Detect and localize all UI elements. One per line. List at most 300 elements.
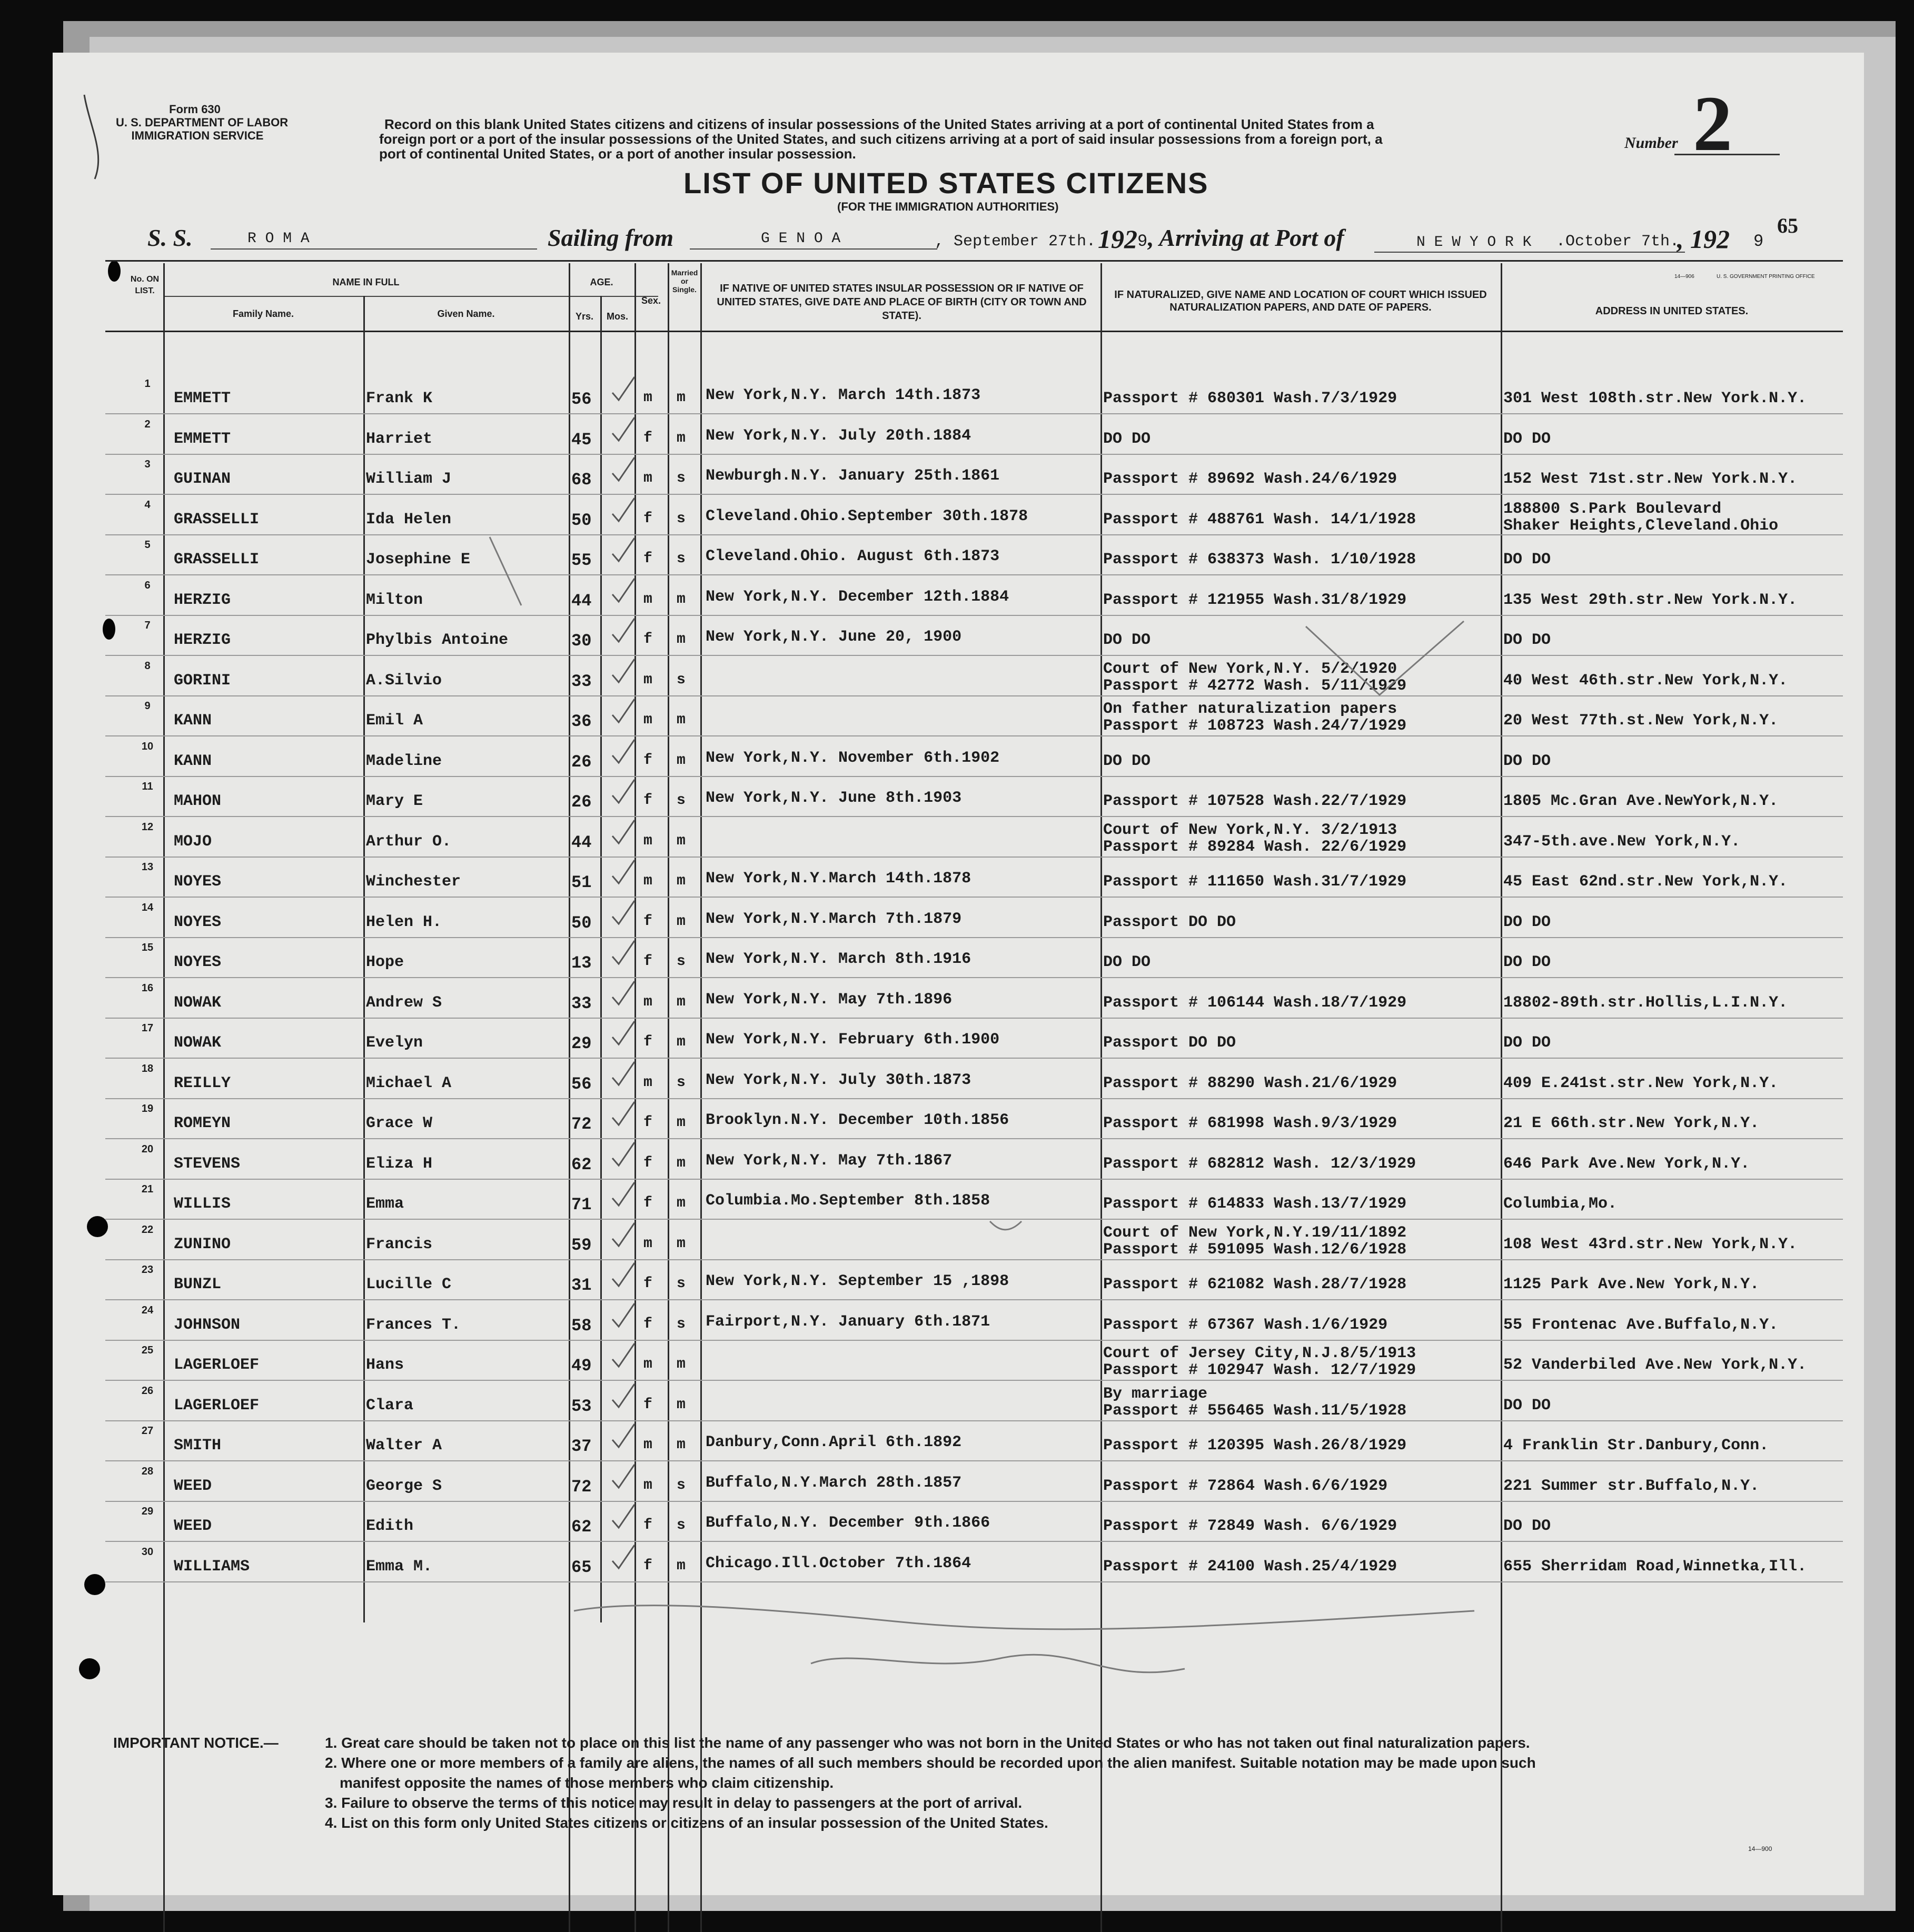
sex: f	[643, 1558, 652, 1574]
birth-place-date: Columbia.Mo.September 8th.1858	[706, 1192, 990, 1210]
age-years: 71	[571, 1195, 592, 1214]
given-name: Emil A	[366, 712, 423, 730]
naturalization-info: DO DO	[1103, 430, 1151, 448]
age-years: 36	[571, 712, 592, 731]
sex: f	[643, 792, 652, 809]
row-number: 4	[144, 499, 151, 511]
page-corner-number: 65	[1777, 214, 1798, 237]
sex: f	[643, 631, 652, 648]
birth-place-date: New York,N.Y. December 12th.1884	[706, 588, 1009, 606]
col-header-married: Married or Single.	[671, 268, 698, 294]
age-years: 51	[571, 873, 592, 892]
given-name: Evelyn	[366, 1034, 423, 1052]
age-years: 45	[571, 430, 592, 450]
family-name: LAGERLOEF	[174, 1356, 260, 1374]
marital-status: m	[677, 1397, 686, 1413]
birth-place-date: New York,N.Y.March 7th.1879	[706, 910, 962, 928]
marital-status: m	[677, 430, 686, 446]
row-number: 22	[141, 1224, 154, 1236]
col-header-no: No. ON LIST.	[130, 275, 160, 295]
sex: f	[643, 953, 652, 970]
naturalization-info: Passport # 89284 Wash. 22/6/1929	[1103, 838, 1407, 856]
sex: f	[643, 1276, 652, 1292]
naturalization-info: Passport DO DO	[1103, 1034, 1236, 1052]
birth-place-date: New York,N.Y. June 20, 1900	[706, 628, 962, 646]
naturalization-info: Court of New York,N.Y. 3/2/1913	[1103, 821, 1397, 839]
row-number: 20	[141, 1143, 154, 1155]
marital-status: s	[677, 1316, 686, 1332]
birth-place-date: Cleveland.Ohio. August 6th.1873	[706, 547, 1000, 565]
given-name: Josephine E	[366, 551, 471, 569]
naturalization-info: DO DO	[1103, 953, 1151, 971]
family-name: EMMETT	[174, 390, 231, 407]
marital-status: s	[677, 1074, 686, 1091]
given-name: Emma	[366, 1195, 404, 1213]
family-name: KANN	[174, 712, 212, 730]
col-header-birth: IF NATIVE OF UNITED STATES INSULAR POSSESSION OR IF NATIVE OF UNITED STATES, GIVE DATE AND PLACE OF BIRTH (CITY OR TOWN AND STATE).	[717, 283, 1087, 322]
sex: f	[643, 1114, 652, 1131]
naturalization-info: Passport # 89692 Wash.24/6/1929	[1103, 470, 1397, 488]
naturalization-info: Court of New York,N.Y. 5/2/1920	[1103, 660, 1397, 678]
given-name: Frances T.	[366, 1316, 461, 1334]
sex: f	[643, 511, 652, 527]
given-name: Clara	[366, 1397, 414, 1415]
us-address: 1805 Mc.Gran Ave.NewYork,N.Y.	[1503, 792, 1779, 810]
row-number: 23	[141, 1264, 154, 1276]
age-years: 62	[571, 1155, 592, 1174]
col-header-name: NAME IN FULL	[332, 277, 400, 287]
row-number: 28	[141, 1466, 154, 1477]
naturalization-info: Passport # 42772 Wash. 5/11/1929	[1103, 677, 1407, 695]
age-years: 44	[571, 591, 592, 611]
col-header-family: Family Name.	[232, 308, 294, 319]
marital-status: s	[677, 470, 686, 486]
handwritten-signature-stroke	[574, 1606, 1474, 1629]
family-name: NOYES	[174, 913, 222, 931]
us-address: 18802-89th.str.Hollis,L.I.N.Y.	[1503, 994, 1788, 1012]
marital-status: s	[677, 953, 686, 970]
sex: f	[643, 1517, 652, 1533]
row-number: 6	[144, 580, 151, 591]
birth-place-date: Fairport,N.Y. January 6th.1871	[706, 1313, 990, 1331]
year-prefix-2: , 192	[1677, 224, 1730, 254]
given-name: Hans	[366, 1356, 404, 1374]
birth-place-date: Buffalo,N.Y. December 9th.1866	[706, 1514, 990, 1532]
birth-place-date: New York,N.Y. February 6th.1900	[706, 1031, 1000, 1049]
row-number: 19	[141, 1103, 154, 1114]
naturalization-info: By marriage	[1103, 1385, 1208, 1403]
age-years: 30	[571, 631, 592, 651]
given-name: Francis	[366, 1236, 433, 1253]
family-name: NOWAK	[174, 1034, 222, 1052]
naturalization-info: Passport # 88290 Wash.21/6/1929	[1103, 1074, 1397, 1092]
record-instruction-line-3: port of continental United States, or a port of another insular possession.	[379, 146, 856, 162]
row-number: 7	[144, 620, 151, 631]
service-name: IMMIGRATION SERVICE	[131, 129, 264, 142]
sex: f	[643, 551, 652, 567]
row-number: 26	[141, 1385, 154, 1397]
age-years: 53	[571, 1397, 592, 1416]
given-name: Emma M.	[366, 1558, 433, 1576]
age-years: 65	[571, 1558, 592, 1577]
birth-place-date: New York,N.Y. July 30th.1873	[706, 1071, 971, 1089]
notice-title: IMPORTANT NOTICE.—	[113, 1735, 279, 1751]
given-name: Grace W	[366, 1114, 433, 1132]
birth-place-date: Newburgh.N.Y. January 25th.1861	[706, 467, 1000, 485]
notice-item-1: 1. Great care should be taken not to place on this list the name of any passenger who was not born in the United States or who has not taken out final naturalization papers.	[325, 1735, 1530, 1751]
naturalization-info: Passport # 556465 Wash.11/5/1928	[1103, 1402, 1407, 1420]
us-address: 188800 S.Park Boulevard	[1503, 500, 1722, 518]
department-name: U. S. DEPARTMENT OF LABOR	[116, 116, 289, 129]
marital-status: s	[677, 1276, 686, 1292]
age-years: 33	[571, 994, 592, 1013]
marital-status: m	[677, 873, 686, 889]
naturalization-info: Passport # 121955 Wash.31/8/1929	[1103, 591, 1407, 609]
row-number: 3	[144, 459, 151, 470]
naturalization-info: Passport # 681998 Wash.9/3/1929	[1103, 1114, 1397, 1132]
ss-label: S. S.	[147, 224, 193, 251]
given-name: Ida Helen	[366, 511, 452, 529]
ship-name: R O M A	[247, 231, 310, 247]
sex: f	[643, 1195, 652, 1211]
sex: m	[643, 1236, 652, 1252]
age-years: 72	[571, 1477, 592, 1497]
naturalization-info: Passport # 591095 Wash.12/6/1928	[1103, 1241, 1407, 1259]
row-number: 14	[141, 902, 154, 913]
us-address: DO DO	[1503, 913, 1551, 931]
col-header-age: AGE.	[590, 277, 613, 287]
margin-mark	[84, 95, 98, 179]
us-address: 152 West 71st.str.New York.N.Y.	[1503, 470, 1798, 488]
birth-place-date: New York,N.Y.March 14th.1878	[706, 870, 971, 888]
list-number: 2	[1693, 80, 1732, 167]
naturalization-info: Passport # 102947 Wash. 12/7/1929	[1103, 1361, 1416, 1379]
row-number: 1	[144, 378, 151, 390]
given-name: A.Silvio	[366, 672, 442, 690]
page-subtitle: (FOR THE IMMIGRATION AUTHORITIES)	[837, 200, 1059, 213]
age-years: 37	[571, 1437, 592, 1456]
handwritten-mark	[490, 537, 521, 605]
record-instruction-line-1: Record on this blank United States citizens and citizens of insular possessions of the United States arriving at a port of continental United States from a	[384, 116, 1374, 132]
printer-note: U. S. GOVERNMENT PRINTING OFFICE	[1717, 274, 1815, 280]
sex: m	[643, 833, 652, 849]
given-name: Madeline	[366, 752, 442, 770]
marital-status: m	[677, 1356, 686, 1372]
us-address: 52 Vanderbiled Ave.New York,N.Y.	[1503, 1356, 1807, 1374]
printer-mark: 14—906	[1674, 274, 1694, 280]
family-name: LAGERLOEF	[174, 1397, 260, 1415]
us-address: 45 East 62nd.str.New York,N.Y.	[1503, 873, 1788, 891]
family-name: EMMETT	[174, 430, 231, 448]
us-address: 40 West 46th.str.New York,N.Y.	[1503, 672, 1788, 690]
arriving-label: , Arriving at Port of	[1148, 224, 1344, 251]
us-address: 301 West 108th.str.New York.N.Y.	[1503, 390, 1807, 407]
us-address: DO DO	[1503, 1517, 1551, 1535]
row-number: 10	[141, 741, 154, 752]
arrival-date: .October 7th.	[1556, 233, 1680, 251]
marital-status: s	[677, 792, 686, 809]
family-name: GRASSELLI	[174, 551, 260, 569]
us-address: 1125 Park Ave.New York,N.Y.	[1503, 1276, 1760, 1293]
us-address: 221 Summer str.Buffalo,N.Y.	[1503, 1477, 1760, 1495]
age-years: 56	[571, 1074, 592, 1094]
us-address: 409 E.241st.str.New York,N.Y.	[1503, 1074, 1779, 1092]
family-name: HERZIG	[174, 591, 231, 609]
notice-item-3: 3. Failure to observe the terms of this notice may result in delay to passengers at the port of arrival.	[325, 1795, 1023, 1811]
given-name: Eliza H	[366, 1155, 433, 1173]
year-digit-2: 9	[1753, 232, 1764, 251]
given-name: Winchester	[366, 873, 461, 891]
family-name: KANN	[174, 752, 212, 770]
family-name: GRASSELLI	[174, 511, 260, 529]
naturalization-info: Passport # 67367 Wash.1/6/1929	[1103, 1316, 1388, 1334]
naturalization-info: Passport # 621082 Wash.28/7/1928	[1103, 1276, 1407, 1293]
age-years: 29	[571, 1034, 592, 1053]
arrival-port: N E W Y O R K	[1416, 234, 1532, 251]
us-address: Shaker Heights,Cleveland.Ohio	[1503, 517, 1779, 535]
family-name: REILLY	[174, 1074, 231, 1092]
row-number: 27	[141, 1425, 154, 1437]
marital-status: m	[677, 913, 686, 930]
birth-place-date: Brooklyn.N.Y. December 10th.1856	[706, 1111, 1009, 1129]
us-address: 135 West 29th.str.New York.N.Y.	[1503, 591, 1798, 609]
row-number: 2	[144, 419, 151, 430]
family-name: WILLIAMS	[174, 1558, 250, 1576]
marital-status: m	[677, 752, 686, 769]
given-name: Milton	[366, 591, 423, 609]
marital-status: m	[677, 631, 686, 648]
naturalization-info: DO DO	[1103, 631, 1151, 649]
handwritten-mark	[1306, 621, 1464, 695]
birth-place-date: Danbury,Conn.April 6th.1892	[706, 1433, 962, 1451]
family-name: NOYES	[174, 873, 222, 891]
given-name: Phylbis Antoine	[366, 631, 509, 649]
naturalization-info: Passport # 682812 Wash. 12/3/1929	[1103, 1155, 1416, 1173]
birth-place-date: New York,N.Y. November 6th.1902	[706, 749, 1000, 767]
sex: m	[643, 470, 652, 486]
marital-status: s	[677, 672, 686, 688]
row-number: 13	[141, 861, 154, 873]
col-header-sex: Sex.	[641, 295, 661, 306]
birth-place-date: New York,N.Y. March 8th.1916	[706, 950, 971, 968]
age-years: 50	[571, 913, 592, 933]
sex: m	[643, 873, 652, 889]
age-years: 31	[571, 1276, 592, 1295]
family-name: STEVENS	[174, 1155, 241, 1173]
age-years: 55	[571, 551, 592, 570]
row-number: 11	[142, 781, 153, 792]
family-name: NOWAK	[174, 994, 222, 1012]
notice-item-2-cont: manifest opposite the names of those members who claim citizenship.	[340, 1775, 834, 1791]
naturalization-info: Passport # 111650 Wash.31/7/1929	[1103, 873, 1407, 891]
sex: m	[643, 390, 652, 406]
age-years: 68	[571, 470, 592, 490]
notice-item-4: 4. List on this form only United States citizens or citizens of an insular possession of the United States.	[325, 1815, 1048, 1831]
sex: m	[643, 1074, 652, 1091]
sex: m	[643, 1356, 652, 1372]
birth-place-date: Chicago.Ill.October 7th.1864	[706, 1555, 971, 1572]
us-address: 20 West 77th.st.New York,N.Y.	[1503, 712, 1779, 730]
marital-status: m	[677, 1034, 686, 1050]
given-name: Arthur O.	[366, 833, 452, 851]
marital-status: m	[677, 1114, 686, 1131]
row-number: 29	[141, 1506, 154, 1517]
naturalization-info: On father naturalization papers	[1103, 700, 1397, 718]
sex: f	[643, 430, 652, 446]
naturalization-info: Passport # 488761 Wash. 14/1/1928	[1103, 511, 1416, 529]
sailing-date: , September 27th.	[935, 233, 1096, 251]
naturalization-info: Passport # 72849 Wash. 6/6/1929	[1103, 1517, 1397, 1535]
marital-status: m	[677, 712, 686, 728]
marital-status: s	[677, 551, 686, 567]
us-address: 108 West 43rd.str.New York,N.Y.	[1503, 1236, 1798, 1253]
naturalization-info: Passport # 614833 Wash.13/7/1929	[1103, 1195, 1407, 1213]
col-header-mos: Mos.	[606, 311, 628, 322]
age-years: 50	[571, 511, 592, 530]
given-name: Michael A	[366, 1074, 452, 1092]
naturalization-info: Passport # 108723 Wash.24/7/1929	[1103, 717, 1407, 735]
row-number: 8	[144, 660, 151, 672]
col-header-given: Given Name.	[437, 308, 495, 319]
birth-place-date: New York,N.Y. May 7th.1867	[706, 1152, 953, 1170]
family-name: ROMEYN	[174, 1114, 231, 1132]
naturalization-info: Passport # 107528 Wash.22/7/1929	[1103, 792, 1407, 810]
us-address: DO DO	[1503, 752, 1551, 770]
col-header-address: ADDRESS IN UNITED STATES.	[1595, 305, 1749, 317]
us-address: DO DO	[1503, 551, 1551, 569]
naturalization-info: Passport # 24100 Wash.25/4/1929	[1103, 1558, 1397, 1576]
row-number: 17	[141, 1022, 154, 1034]
row-number: 16	[141, 982, 154, 994]
family-name: SMITH	[174, 1437, 222, 1455]
age-years: 59	[571, 1236, 592, 1255]
col-header-yrs: Yrs.	[575, 311, 594, 322]
row-number: 24	[141, 1304, 154, 1316]
birth-place-date: Buffalo,N.Y.March 28th.1857	[706, 1474, 962, 1492]
given-name: Walter A	[366, 1437, 442, 1455]
family-name: BUNZL	[174, 1276, 222, 1293]
sex: m	[643, 672, 652, 688]
birth-place-date: New York,N.Y. May 7th.1896	[706, 991, 953, 1009]
naturalization-info: Passport DO DO	[1103, 913, 1236, 931]
naturalization-info: Court of New York,N.Y.19/11/1892	[1103, 1224, 1407, 1242]
family-name: HERZIG	[174, 631, 231, 649]
naturalization-info: Court of Jersey City,N.J.8/5/1913	[1103, 1345, 1416, 1362]
family-name: ZUNINO	[174, 1236, 231, 1253]
birth-place-date: New York,N.Y. July 20th.1884	[706, 427, 971, 445]
sex: m	[643, 994, 652, 1010]
given-name: Frank K	[366, 390, 433, 407]
record-instruction-line-2: foreign port or a port of the insular possessions of the United States, and such citizens arriving at a port of said insular possessions from a foreign port, a	[379, 131, 1383, 147]
marital-status: m	[677, 1155, 686, 1171]
year-prefix-1: 192	[1098, 224, 1137, 254]
naturalization-info: Passport # 72864 Wash.6/6/1929	[1103, 1477, 1388, 1495]
naturalization-info: DO DO	[1103, 752, 1151, 770]
family-name: WILLIS	[174, 1195, 231, 1213]
sex: f	[643, 1397, 652, 1413]
marital-status: m	[677, 994, 686, 1010]
given-name: Mary E	[366, 792, 423, 810]
given-name: George S	[366, 1477, 442, 1495]
departure-port: G E N O A	[761, 231, 841, 247]
row-number: 9	[144, 700, 151, 712]
row-number: 18	[141, 1063, 154, 1074]
marital-status: s	[677, 1517, 686, 1533]
given-name: Harriet	[366, 430, 433, 448]
sex: m	[643, 1477, 652, 1493]
family-name: GORINI	[174, 672, 231, 690]
us-address: 655 Sherridam Road,Winnetka,Ill.	[1503, 1558, 1807, 1576]
age-years: 26	[571, 752, 592, 772]
row-number: 5	[144, 539, 151, 551]
marital-status: m	[677, 833, 686, 849]
birth-place-date: New York,N.Y. September 15 ,1898	[706, 1272, 1009, 1290]
sex: f	[643, 1316, 652, 1332]
marital-status: s	[677, 1477, 686, 1493]
us-address: DO DO	[1503, 430, 1551, 448]
sailing-label: Sailing from	[548, 224, 674, 251]
age-years: 44	[571, 833, 592, 852]
age-years: 49	[571, 1356, 592, 1376]
row-number: 21	[141, 1183, 154, 1195]
col-header-naturalized: IF NATURALIZED, GIVE NAME AND LOCATION OF COURT WHICH ISSUED NATURALIZATION PAPERS, AND DATE OF PAPERS.	[1114, 289, 1487, 313]
age-years: 26	[571, 792, 592, 812]
sex: m	[643, 1437, 652, 1453]
naturalization-info: Passport # 120395 Wash.26/8/1929	[1103, 1437, 1407, 1455]
given-name: Helen H.	[366, 913, 442, 931]
us-address: 21 E 66th.str.New York,N.Y.	[1503, 1114, 1760, 1132]
given-name: Edith	[366, 1517, 414, 1535]
notice-item-2: 2. Where one or more members of a family are aliens, the names of all such members should be recorded upon the alien manifest. Suitable notation may be made upon such	[325, 1755, 1536, 1771]
marital-status: s	[677, 511, 686, 527]
naturalization-info: Passport # 106144 Wash.18/7/1929	[1103, 994, 1407, 1012]
year-digit-1: 9	[1137, 232, 1148, 251]
us-address: DO DO	[1503, 1397, 1551, 1415]
family-name: JOHNSON	[174, 1316, 241, 1334]
family-name: MAHON	[174, 792, 222, 810]
sex: f	[643, 913, 652, 930]
handwritten-mark	[990, 1221, 1022, 1230]
us-address: 55 Frontenac Ave.Buffalo,N.Y.	[1503, 1316, 1779, 1334]
naturalization-info: Passport # 680301 Wash.7/3/1929	[1103, 390, 1397, 407]
age-years: 33	[571, 672, 592, 691]
us-address: DO DO	[1503, 953, 1551, 971]
marital-status: m	[677, 1437, 686, 1453]
marital-status: m	[677, 1195, 686, 1211]
sex: f	[643, 1034, 652, 1050]
page-title: LIST OF UNITED STATES CITIZENS	[683, 166, 1209, 200]
us-address: DO DO	[1503, 1034, 1551, 1052]
number-label: Number	[1624, 134, 1678, 152]
birth-place-date: Cleveland.Ohio.September 30th.1878	[706, 507, 1028, 525]
age-years: 58	[571, 1316, 592, 1336]
age-years: 62	[571, 1517, 592, 1537]
given-name: Hope	[366, 953, 404, 971]
marital-status: m	[677, 591, 686, 608]
us-address: 4 Franklin Str.Danbury,Conn.	[1503, 1437, 1769, 1455]
family-name: NOYES	[174, 953, 222, 971]
row-number: 30	[141, 1546, 154, 1558]
row-number: 25	[141, 1345, 154, 1356]
sex: m	[643, 591, 652, 608]
given-name: Lucille C	[366, 1276, 452, 1293]
sex: f	[643, 1155, 652, 1171]
birth-place-date: New York,N.Y. March 14th.1873	[706, 386, 981, 404]
family-name: GUINAN	[174, 470, 231, 488]
us-address: Columbia,Mo.	[1503, 1195, 1618, 1213]
handwritten-signature-stroke	[811, 1655, 1185, 1672]
age-years: 56	[571, 390, 592, 409]
